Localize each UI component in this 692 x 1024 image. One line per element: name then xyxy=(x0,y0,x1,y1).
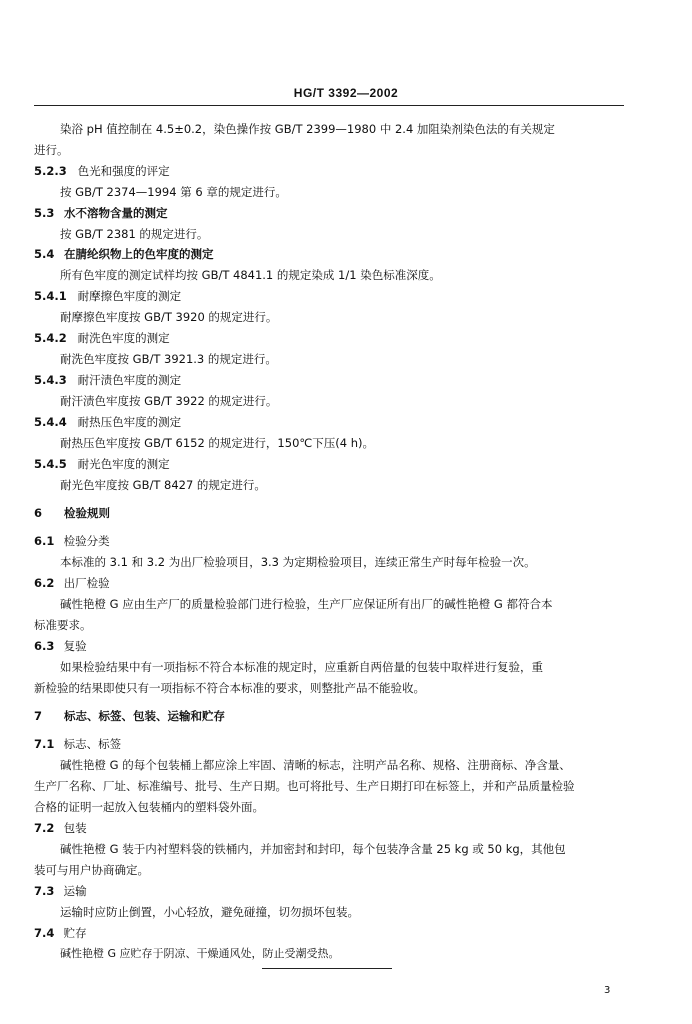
paragraph-line: 耐洗色牢度按 GB/T 3921.3 的规定进行。 xyxy=(60,352,277,366)
paragraph-line: 耐热压色牢度按 GB/T 6152 的规定进行，150℃下压(4 h)。 xyxy=(60,436,375,450)
section-heading-5-3 xyxy=(34,205,168,221)
section-heading-5-2-3 xyxy=(34,163,170,179)
section-heading-7-3 xyxy=(34,883,87,899)
section-number: 7.1 xyxy=(34,737,55,751)
section-number: 5.4.5 xyxy=(34,457,67,471)
section-number: 5.4.3 xyxy=(34,373,67,387)
page-header-standard-code: HG/T 3392—2002 xyxy=(293,86,399,100)
section-heading-5-4-3 xyxy=(34,372,181,388)
paragraph-line: 进行。 xyxy=(34,143,69,157)
section-title: 耐热压色牢度的测定 xyxy=(77,415,182,429)
paragraph-line: 碱性艳橙 G 的每个包装桶上都应涂上牢固、清晰的标志，注明产品名称、规格、注册商标、净含量、 xyxy=(60,758,571,772)
paragraph-line: 运输时应防止倒置，小心轻放，避免碰撞，切勿损坏包装。 xyxy=(60,905,359,919)
paragraph-line: 耐光色牢度按 GB/T 8427 的规定进行。 xyxy=(60,478,266,492)
header-rule xyxy=(34,105,624,106)
paragraph-line: 按 GB/T 2381 的规定进行。 xyxy=(60,227,209,241)
paragraph-line: 新检验的结果即使只有一项指标不符合本标准的要求，则整批产品不能验收。 xyxy=(34,681,425,695)
section-number: 7.2 xyxy=(34,821,55,835)
section-heading-6-1 xyxy=(34,533,110,549)
section-heading-5-4-5 xyxy=(34,456,170,472)
section-heading-7-1 xyxy=(34,736,121,752)
paragraph-line: 染浴 pH 值控制在 4.5±0.2，染色操作按 GB/T 2399—1980 中 2.4 加阻染剂染色法的有关规定 xyxy=(60,122,555,136)
section-heading-5-4 xyxy=(34,246,214,262)
section-heading-5-4-1 xyxy=(34,288,181,304)
section-heading-6 xyxy=(34,505,110,521)
section-number: 5.4 xyxy=(34,247,55,261)
paragraph-line: 耐摩擦色牢度按 GB/T 3920 的规定进行。 xyxy=(60,310,278,324)
page-number: 3 xyxy=(604,985,611,996)
section-title: 包装 xyxy=(63,821,87,835)
section-title: 出厂检验 xyxy=(63,576,110,590)
paragraph-line: 碱性艳橙 G 应由生产厂的质量检验部门进行检验，生产厂应保证所有出厂的碱性艳橙 G 都符合本 xyxy=(60,597,553,611)
section-number: 5.4.4 xyxy=(34,415,67,429)
section-number: 5.2.3 xyxy=(34,164,67,178)
section-heading-7-2 xyxy=(34,820,87,836)
section-number: 7.4 xyxy=(34,926,55,940)
section-heading-5-4-2 xyxy=(34,330,170,346)
footer-rule xyxy=(262,968,392,969)
section-title: 耐摩擦色牢度的测定 xyxy=(77,289,182,303)
paragraph-line: 标准要求。 xyxy=(34,618,92,632)
paragraph-line: 生产厂名称、厂址、标准编号、批号、生产日期。也可将批号、生产日期打印在标签上，并和产品质量检验 xyxy=(34,779,575,793)
section-number: 7 xyxy=(34,709,43,723)
section-title: 水不溶物含量的测定 xyxy=(64,206,168,220)
section-number: 6.3 xyxy=(34,639,55,653)
section-title: 耐汗渍色牢度的测定 xyxy=(77,373,182,387)
section-title: 检验规则 xyxy=(64,506,111,520)
paragraph-line: 耐汗渍色牢度按 GB/T 3922 的规定进行。 xyxy=(60,394,278,408)
section-title: 在腈纶织物上的色牢度的测定 xyxy=(64,247,214,261)
section-title: 标志、标签 xyxy=(63,737,122,751)
section-number: 6.2 xyxy=(34,576,55,590)
section-title: 色光和强度的评定 xyxy=(77,164,170,178)
paragraph-line: 装可与用户协商确定。 xyxy=(34,863,149,877)
section-title: 运输 xyxy=(63,884,87,898)
section-heading-6-2 xyxy=(34,575,110,591)
section-heading-5-4-4 xyxy=(34,414,181,430)
paragraph-line: 按 GB/T 2374—1994 第 6 章的规定进行。 xyxy=(60,185,287,199)
paragraph-line: 合格的证明一起放入包装桶内的塑料袋外面。 xyxy=(34,800,264,814)
section-heading-6-3 xyxy=(34,638,87,654)
section-heading-7-4 xyxy=(34,925,87,941)
section-number: 6.1 xyxy=(34,534,55,548)
section-number: 6 xyxy=(34,506,43,520)
section-title: 耐洗色牢度的测定 xyxy=(77,331,170,345)
paragraph-line: 所有色牢度的测定试样均按 GB/T 4841.1 的规定染成 1/1 染色标准深度。 xyxy=(60,268,441,282)
section-number: 5.4.1 xyxy=(34,289,67,303)
section-title: 检验分类 xyxy=(63,534,110,548)
paragraph-line: 本标准的 3.1 和 3.2 为出厂检验项目，3.3 为定期检验项目，连续正常生产时每年检验一次。 xyxy=(60,555,536,569)
section-number: 7.3 xyxy=(34,884,55,898)
paragraph-line: 如果检验结果中有一项指标不符合本标准的规定时，应重新自两倍量的包装中取样进行复验，重 xyxy=(60,660,543,674)
paragraph-line: 碱性艳橙 G 装于内衬塑料袋的铁桶内，并加密封和封印，每个包装净含量 25 kg 或 50 kg，其他包 xyxy=(60,842,566,856)
section-number: 5.4.2 xyxy=(34,331,67,345)
paragraph-line: 碱性艳橙 G 应贮存于阴凉、干燥通风处，防止受潮受热。 xyxy=(60,947,340,960)
section-heading-7 xyxy=(34,708,225,724)
section-title: 耐光色牢度的测定 xyxy=(77,457,170,471)
section-number: 5.3 xyxy=(34,206,55,220)
section-title: 复验 xyxy=(63,639,87,653)
section-title: 贮存 xyxy=(63,926,87,940)
section-title: 标志、标签、包装、运输和贮存 xyxy=(64,709,226,723)
